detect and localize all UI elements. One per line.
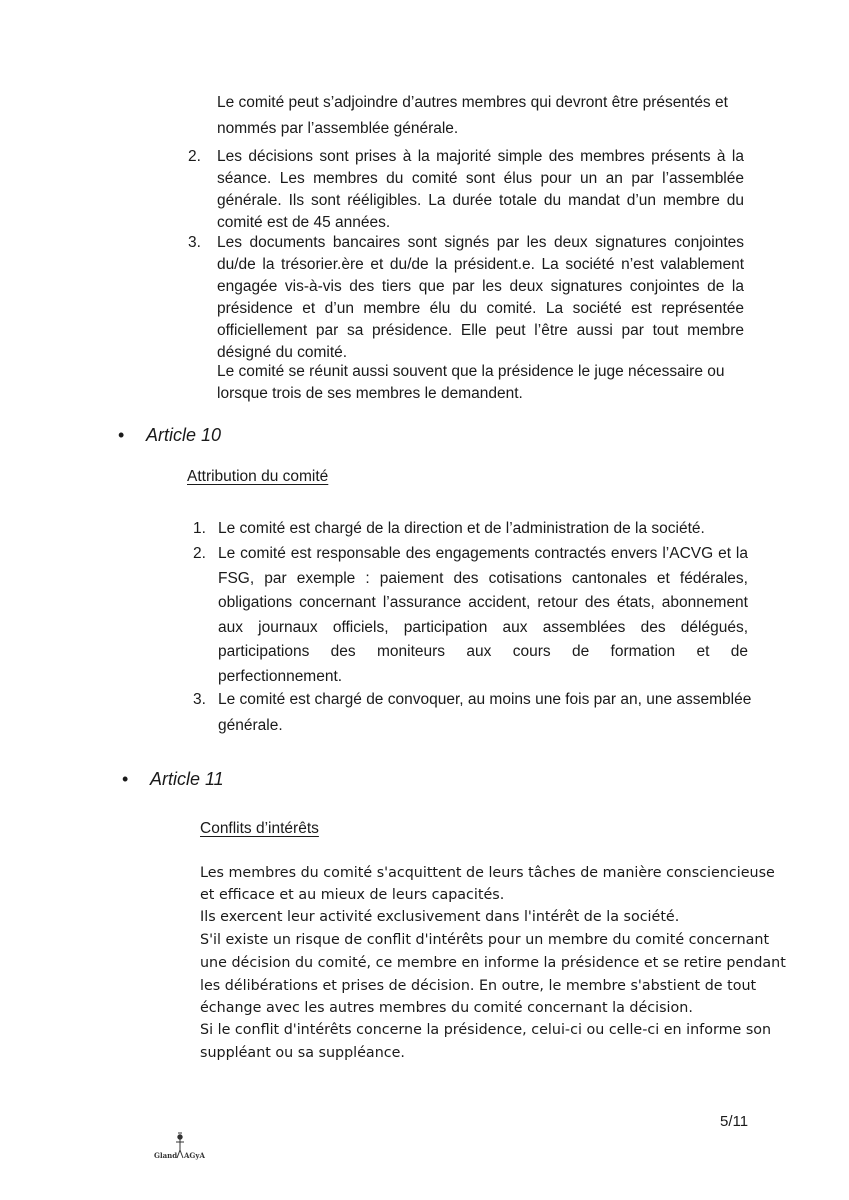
article-bullet: • — [118, 425, 125, 445]
list-item-line: participations des moniteurs aux cours de formation et de — [218, 643, 748, 660]
article-10-title: Article 10 — [146, 425, 222, 445]
paragraph-line: les délibérations et prises de décision. En outre, le membre s'abstient de tout — [200, 978, 757, 994]
list-number: 3. — [193, 691, 206, 708]
list-item-line: Le comité est responsable des engagements contractés envers l’ACVG et la — [218, 545, 748, 562]
list-item-line: Le comité est chargé de la direction et de l’administration de la société. — [218, 520, 705, 537]
list-item-line: obligations concernant l’assurance accident, retour des états, abonnement — [218, 594, 748, 611]
intro-line: Le comité peut s’adjoindre d’autres membres qui devront être présentés et — [217, 94, 728, 111]
gymnast-icon — [152, 1132, 222, 1166]
list-number: 2. — [188, 148, 201, 165]
list-item-line: officiellement par sa présidence. Elle peut l’être aussi par tout membre — [217, 322, 744, 339]
list-number: 3. — [188, 234, 201, 251]
paragraph-line: S'il existe un risque de conflit d'intérêts pour un membre du comité concernant — [200, 932, 770, 948]
list-item-line: générale. Ils sont rééligibles. La durée totale du mandat d’un membre du — [217, 192, 744, 209]
article-11-heading: Conflits d’intérêts — [200, 820, 319, 837]
list-item-line: aux journaux officiels, participation aux assemblées des délégués, — [218, 619, 748, 636]
list-item-line: générale. — [218, 717, 283, 734]
list-item-line: du/de la trésorier.ère et du/de la président.e. La société n’est valablement — [217, 256, 744, 273]
list-item-line: désigné du comité. — [217, 344, 348, 361]
logo-text-right: AGyA — [184, 1151, 205, 1160]
page-number: 5/11 — [720, 1113, 749, 1130]
paragraph-line: Les membres du comité s'acquittent de leurs tâches de manière consciencieuse — [200, 865, 775, 881]
logo-text-left: Gland — [154, 1151, 178, 1160]
list-item-line: Le comité se réunit aussi souvent que la présidence le juge nécessaire ou — [217, 363, 725, 380]
paragraph-line: une décision du comité, ce membre en informe la présidence et se retire pendant — [200, 955, 786, 971]
list-item-line: comité est de 45 années. — [217, 214, 391, 231]
list-item-line: lorsque trois de ses membres le demandent. — [217, 385, 523, 402]
list-item-line: présidence et d’un membre élu du comité. La société est représentée — [217, 300, 744, 317]
paragraph-line: suppléant ou sa suppléance. — [200, 1045, 405, 1061]
paragraph-line: Si le conflit d'intérêts concerne la présidence, celui-ci ou celle-ci en informe son — [200, 1022, 772, 1038]
paragraph-line: échange avec les autres membres du comité concernant la décision. — [200, 1000, 693, 1016]
list-number: 2. — [193, 545, 206, 562]
list-number: 1. — [193, 520, 206, 537]
list-item-line: séance. Les membres du comité sont élus pour un an par l’assemblée — [217, 170, 744, 187]
list-item-line: engagée vis-à-vis des tiers que par les deux signatures conjointes de la — [217, 278, 744, 295]
list-item-line: Le comité est chargé de convoquer, au moins une fois par an, une assemblée — [218, 691, 752, 708]
list-item-line: Les décisions sont prises à la majorité simple des membres présents à la — [217, 148, 744, 165]
list-item-line: FSG, par exemple : paiement des cotisations cantonales et fédérales, — [218, 570, 748, 587]
paragraph-line: et efficace et au mieux de leurs capacités. — [200, 887, 505, 903]
article-bullet: • — [122, 769, 129, 789]
club-logo — [152, 1132, 222, 1166]
paragraph-line: Ils exercent leur activité exclusivement dans l'intérêt de la société. — [200, 909, 680, 925]
article-10-heading: Attribution du comité — [187, 468, 329, 485]
article-11-title: Article 11 — [150, 769, 224, 789]
list-item-line: perfectionnement. — [218, 668, 343, 685]
list-item-line: Les documents bancaires sont signés par les deux signatures conjointes — [217, 234, 744, 251]
intro-line: nommés par l’assemblée générale. — [217, 120, 459, 137]
